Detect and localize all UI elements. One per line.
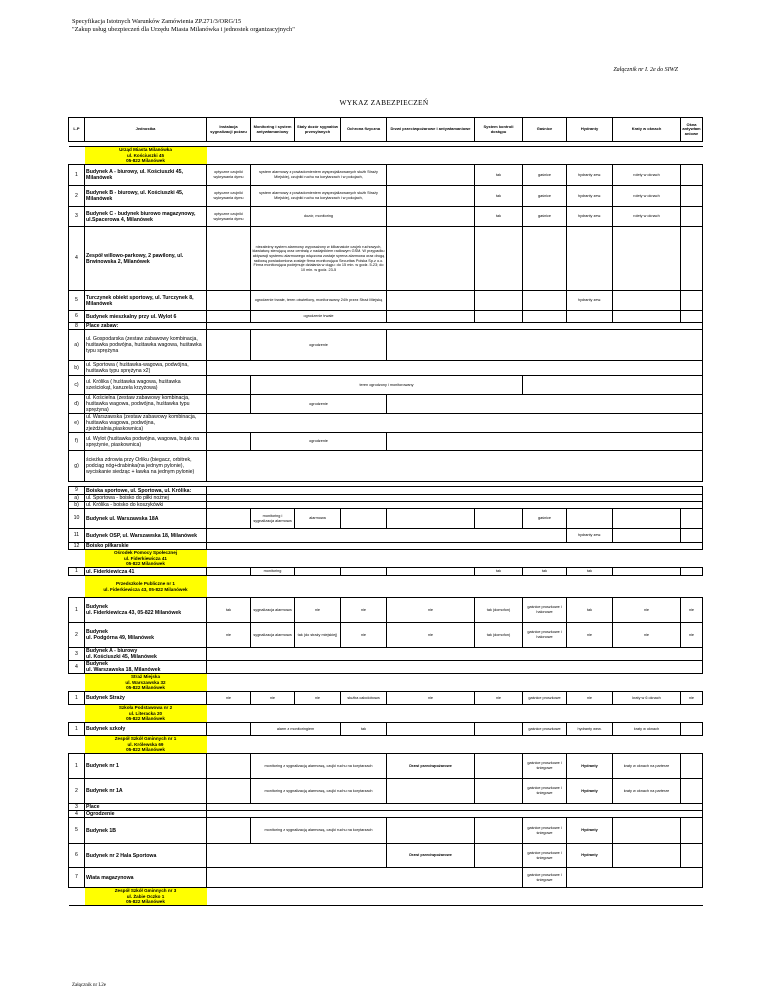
row-name: Budynek OSP, ul. Warszawska 18, Milanówek bbox=[85, 529, 207, 543]
cell-dozor: nie bbox=[295, 598, 341, 623]
row-lp: 2 bbox=[69, 779, 85, 804]
section-zsg1: Zespół Szkół Gminnych nr 1 ul. Królewska 69 05-822 Milanówek bbox=[85, 736, 207, 754]
row-name: Budynek nr 1 bbox=[85, 754, 207, 779]
cell-dozor: nie bbox=[295, 692, 341, 705]
row-lp: 4 bbox=[69, 227, 85, 291]
cell-kraty: kraty w oknach na parterze bbox=[613, 779, 681, 804]
row-name: Boiska sportowe, ul. Sportowa, ul. Królika: bbox=[85, 487, 207, 495]
row-name: Wiata magazynowa bbox=[85, 868, 207, 888]
section-header bbox=[69, 550, 703, 568]
document-header bbox=[72, 18, 295, 34]
row-name: Budynek nr 1A bbox=[85, 779, 207, 804]
cell-gasnice: gaśnice proszkowe i halonowe bbox=[523, 598, 567, 623]
table-row bbox=[69, 568, 703, 576]
row-lp: 3 bbox=[69, 648, 85, 661]
row-name: Budynek ul. Podgórna 49, Milanówek bbox=[85, 623, 207, 648]
cell-kontrola: tak (domofon) bbox=[475, 598, 523, 623]
cell-hydranty: Hydranty bbox=[567, 754, 613, 779]
row-name: ul. Warszawska (zestaw zabawowy kombinacja, huśtawka wagowa, podwójna, zjeżdżalnia,piaskownica) bbox=[85, 414, 207, 433]
cell-monitoring: monitoring bbox=[251, 568, 295, 576]
row-lp: 7 bbox=[69, 868, 85, 888]
cell-drzwi: Drzwi przeciwpożarowe bbox=[387, 754, 475, 779]
row-lp: b) bbox=[69, 361, 85, 376]
row-lp: g) bbox=[69, 451, 85, 482]
col-kontrola: System kontroli dostępu bbox=[475, 118, 523, 142]
table-row bbox=[69, 207, 703, 227]
cell-gasnice: gaśnice proszkowe i śniegowe bbox=[523, 868, 567, 888]
cell-hydranty: hydranty zew. bbox=[567, 207, 613, 227]
cell-monitoring: system alarmowy z powiadomieniem wyspecjalizowanych służb Straży Miejskiej, czujniki ruchu na korytarzach i w pokojach, bbox=[251, 165, 387, 186]
row-name: Budynek ul. Warszawska 18A bbox=[85, 509, 207, 529]
cell-kraty: kraty w 6 oknach bbox=[613, 692, 681, 705]
cell-gasnice: gaśnice proszkowe bbox=[523, 692, 567, 705]
cell-monitoring: sygnalizacja alarmowa bbox=[251, 623, 295, 648]
cell-kraty: rolety w oknach bbox=[613, 165, 681, 186]
cell-monitoring: teren ogrodzony i monitorowany bbox=[251, 376, 523, 395]
cell-monitoring: ogrodzenie trwałe bbox=[251, 311, 387, 323]
cell-instalacja: nie bbox=[207, 623, 251, 648]
cell-hydranty: tak bbox=[567, 598, 613, 623]
table-row bbox=[69, 804, 703, 811]
row-lp: f) bbox=[69, 433, 85, 451]
row-lp: d) bbox=[69, 395, 85, 414]
section-ops: Ośrodek Pomocy Społecznej ul. Fiderkiewicza 41 05-822 Milanówek bbox=[85, 550, 207, 568]
cell-kontrola: nie bbox=[475, 692, 523, 705]
table-row bbox=[69, 330, 703, 361]
row-lp: b) bbox=[69, 502, 85, 509]
row-name: Ogrodzenie bbox=[85, 811, 207, 818]
row-lp: 10 bbox=[69, 509, 85, 529]
table-row bbox=[69, 844, 703, 868]
col-ochrona: Ochrona fizyczna bbox=[341, 118, 387, 142]
table-row bbox=[69, 543, 703, 550]
table-row bbox=[69, 361, 703, 376]
section-sm: Straż Miejska ul. Warszawska 32 05-822 Milanówek bbox=[85, 674, 207, 692]
row-lp: 11 bbox=[69, 529, 85, 543]
cell-drzwi: Drzwi przeciwpożarowe bbox=[387, 844, 475, 868]
row-name: Budynek szkoły bbox=[85, 723, 207, 736]
row-lp: 1 bbox=[69, 723, 85, 736]
row-lp: 2 bbox=[69, 186, 85, 207]
table-row bbox=[69, 648, 703, 661]
table-row bbox=[69, 495, 703, 502]
table-row bbox=[69, 323, 703, 330]
table-row bbox=[69, 509, 703, 529]
row-name: Place bbox=[85, 804, 207, 811]
table-row bbox=[69, 414, 703, 433]
cell-instalacja: optyczne czujniki wykrywania dymu bbox=[207, 186, 251, 207]
cell-okna: nie bbox=[681, 598, 703, 623]
cell-ochrona: nie bbox=[341, 623, 387, 648]
table-row bbox=[69, 186, 703, 207]
table-row bbox=[69, 395, 703, 414]
cell-monitoring: ogrodzenie bbox=[251, 330, 387, 361]
row-name: ul. Królika ( huśtawka wagowa, huśtawka sześciokąt, karuzela krzyżowa) bbox=[85, 376, 207, 395]
cell-hydranty: nie bbox=[567, 623, 613, 648]
cell-monitoring: system alarmowy z powiadomieniem wyspecjalizowanych służb Straży Miejskiej, czujniki ruchu na korytarzach i w pokojach, bbox=[251, 186, 387, 207]
row-name: ul. Kościelna (zestaw zabawowy kombinacja, huśtawka wagowa, podwójna, huśtawka typu sprężyna) bbox=[85, 395, 207, 414]
table-row bbox=[69, 818, 703, 844]
row-name: Boisko piłkarskie bbox=[85, 543, 207, 550]
row-name: Budynek B - biurowy, ul. Kościuszki 45, Milanówek bbox=[85, 186, 207, 207]
row-lp: 6 bbox=[69, 844, 85, 868]
row-name: Budynek ul. Warszawska 18, Milanówek bbox=[85, 661, 207, 674]
cell-monitoring: alarm z monitoringiem bbox=[251, 723, 341, 736]
row-name: Budynek A - biurowy, ul. Kościuszki 45, Milanówek bbox=[85, 165, 207, 186]
cell-drzwi: nie bbox=[387, 598, 475, 623]
table-row bbox=[69, 311, 703, 323]
row-lp: 12 bbox=[69, 543, 85, 550]
section-header bbox=[69, 576, 703, 598]
security-table bbox=[68, 117, 703, 906]
row-lp: a) bbox=[69, 495, 85, 502]
section-header bbox=[69, 674, 703, 692]
row-lp: 3 bbox=[69, 207, 85, 227]
cell-gasnice: gaśnice bbox=[523, 509, 567, 529]
row-name: Budynek mieszkalny przy ul. Wylot 6 bbox=[85, 311, 207, 323]
row-name: ul. Gospodarska (zestaw zabawowy kombinacja, huśtawka podwójna, huśtawka wagowa, huśtawka typu sprężyna bbox=[85, 330, 207, 361]
attachment-label: Załącznik nr I. 2e do SIWZ bbox=[613, 67, 678, 73]
row-lp: 1 bbox=[69, 598, 85, 623]
cell-monitoring: monitoring i sygnalizacja alarmowa bbox=[251, 509, 295, 529]
cell-monitoring: monitoring z sygnalizacją alarmową, czujki ruchu na korytarzach bbox=[251, 779, 387, 804]
table-row bbox=[69, 661, 703, 674]
row-name: ul. Królika - boisko do koszykówki bbox=[85, 502, 207, 509]
cell-gasnice: gaśnice proszkowe i śniegowe bbox=[523, 844, 567, 868]
cell-hydranty: hydranty zew. bbox=[567, 186, 613, 207]
row-lp: 1 bbox=[69, 568, 85, 576]
cell-gasnice: tak bbox=[523, 568, 567, 576]
row-lp: 8 bbox=[69, 323, 85, 330]
row-name: Budynek A - biurowy ul. Kościuszki 45, Milanówek bbox=[85, 648, 207, 661]
cell-okna: nie bbox=[681, 692, 703, 705]
cell-monitoring: ogrodzenie bbox=[251, 395, 387, 414]
cell-gasnice: gaśnice proszkowe i śniegowe bbox=[523, 818, 567, 844]
table-row bbox=[69, 529, 703, 543]
table-header-row bbox=[69, 118, 703, 142]
row-name: ul. Wylot (huśtawka podwójna, wagowa, bujak na sprężynie, piaskownica) bbox=[85, 433, 207, 451]
section-header bbox=[69, 888, 703, 906]
page-footer: Załącznik nr I.2e bbox=[72, 983, 107, 988]
table-row bbox=[69, 502, 703, 509]
cell-gasnice: gaśnice bbox=[523, 186, 567, 207]
cell-kraty: nie bbox=[613, 598, 681, 623]
section-header bbox=[69, 147, 703, 165]
row-lp: e) bbox=[69, 414, 85, 433]
row-lp: 4 bbox=[69, 661, 85, 674]
cell-dozor: tak (do straży miejskiej) bbox=[295, 623, 341, 648]
cell-instalacja: optyczne czujniki wykrywania dymu bbox=[207, 207, 251, 227]
section-um: Urząd Miasta Milanówka ul. Kościuszki 45 05-822 Milanówek bbox=[85, 147, 207, 165]
cell-gasnice: gaśnice proszkowe bbox=[523, 723, 567, 736]
cell-ochrona: służba całodobowa bbox=[341, 692, 387, 705]
table-row bbox=[69, 623, 703, 648]
cell-gasnice: gaśnice proszkowe i śniegowe bbox=[523, 779, 567, 804]
cell-okna: nie bbox=[681, 623, 703, 648]
cell-kraty: nie bbox=[613, 623, 681, 648]
row-name: Budynek ul. Fiderkiewicza 43, 05-822 Milanówek bbox=[85, 598, 207, 623]
cell-hydranty: hydranty zew. bbox=[567, 529, 613, 543]
table-row bbox=[69, 598, 703, 623]
row-name: ul. Sportowa ( huśtawka-wagowa, podwójna, huśtawka typu sprężyna x2) bbox=[85, 361, 207, 376]
col-hydranty: Hydranty bbox=[567, 118, 613, 142]
table-row bbox=[69, 433, 703, 451]
row-lp: 1 bbox=[69, 692, 85, 705]
col-okna: Okna antywłamaniowe bbox=[681, 118, 703, 142]
cell-monitoring: monitoring z sygnalizacją alarmową, czujki ruchu na korytarzach bbox=[251, 818, 387, 844]
table-row bbox=[69, 692, 703, 705]
row-lp: a) bbox=[69, 330, 85, 361]
section-header bbox=[69, 736, 703, 754]
col-drzwi: Drzwi przeciwpożarowe i antywłamaniowe bbox=[387, 118, 475, 142]
row-lp: 4 bbox=[69, 811, 85, 818]
cell-monitoring: ogrodzenie bbox=[251, 433, 387, 451]
cell-hydranty: hydranty wew. bbox=[567, 723, 613, 736]
row-lp: 6 bbox=[69, 311, 85, 323]
cell-gasnice: gaśnice bbox=[523, 165, 567, 186]
cell-monitoring: nie bbox=[251, 692, 295, 705]
cell-drzwi: nie bbox=[387, 692, 475, 705]
col-dozor: Stały dozór sygnałów przesyłanych bbox=[295, 118, 341, 142]
cell-kontrola: tak bbox=[475, 568, 523, 576]
cell-kontrola: tak (domofon) bbox=[475, 623, 523, 648]
table-row bbox=[69, 723, 703, 736]
row-lp: 5 bbox=[69, 291, 85, 311]
col-jednostka: Jednostka bbox=[85, 118, 207, 142]
cell-drzwi: nie bbox=[387, 623, 475, 648]
table-row bbox=[69, 811, 703, 818]
row-lp: 3 bbox=[69, 804, 85, 811]
col-kraty: Kraty w oknach bbox=[613, 118, 681, 142]
row-lp: 5 bbox=[69, 818, 85, 844]
cell-hydranty: hydranty zew. bbox=[567, 165, 613, 186]
table-row bbox=[69, 227, 703, 291]
col-gasnice: Gaśnice bbox=[523, 118, 567, 142]
cell-kontrola: tak bbox=[475, 165, 523, 186]
section-sp2: Szkoła Podstawowa nr 2 ul. Literacka 20 05-822 Milanówek bbox=[85, 705, 207, 723]
table-row bbox=[69, 868, 703, 888]
cell-gasnice: gaśnice proszkowe i śniegowe bbox=[523, 754, 567, 779]
table-row bbox=[69, 291, 703, 311]
section-header bbox=[69, 705, 703, 723]
row-name: Budynek C - budynek biurowo magazynowy, ul.Spacerowa 4, Milanówek bbox=[85, 207, 207, 227]
cell-kraty: kraty w oknach bbox=[613, 723, 681, 736]
row-lp: 9 bbox=[69, 487, 85, 495]
row-name: ścieżka zdrowia przy Orliku (biegacz, orbitrek, podciąg nóg+drabinka(na jednym pylonie), wyciskanie siedząc + ławka na jednym pylonie) bbox=[85, 451, 207, 482]
col-instalacja: Instalacja sygnalizacji pożaru bbox=[207, 118, 251, 142]
cell-monitoring: niezależny system alarmowy wyposażony w kilkanaście czujek ruchowych, klawiaturę sterującą oraz centralę z nadajnikiem radiowym GSM. W przypadku aktywacji systemu alarmowego włączona zostaje syrena alarmowa oraz drogą radiową powiadomiona zostaje firma monitorująca Securitas Polska Sp.z o.o. Firma monitorująca podejmuje działania w ciągu: do 15 min. w godz. 5-23; do 10 min. w godz. 23-5 bbox=[251, 227, 387, 291]
row-lp: 1 bbox=[69, 165, 85, 186]
cell-kraty: kraty w oknach na parterze bbox=[613, 754, 681, 779]
header-line-1: Specyfikacja Istotnych Warunków Zamówienia ZP.271/3/ORG/15 bbox=[72, 18, 242, 25]
row-name: Budynek nr 2 Hala Sportowa bbox=[85, 844, 207, 868]
cell-dozor: alarmowa bbox=[295, 509, 341, 529]
table-row bbox=[69, 376, 703, 395]
cell-monitoring: ogrodzenie trwałe, teren oświetlony, monitorowany 24/h przez Straż Miejską bbox=[251, 291, 387, 311]
row-name: Turczynek obiekt sportowy, ul. Turczynek 8, Milanówek bbox=[85, 291, 207, 311]
cell-kraty: rolety w oknach bbox=[613, 207, 681, 227]
cell-kraty: rolety w oknach bbox=[613, 186, 681, 207]
cell-hydranty: tak bbox=[567, 568, 613, 576]
cell-hydranty: nie bbox=[567, 692, 613, 705]
header-line-2: "Zakup usług ubezpieczeń dla Urzędu Miasta Milanówka i jednostek organizacyjnych" bbox=[72, 26, 295, 33]
cell-instalacja: nie bbox=[207, 692, 251, 705]
section-pp1: Przedszkole Publiczne nr 1 ul. Fiderkiewicza 43, 05-822 Milanówek bbox=[85, 576, 207, 598]
cell-gasnice: gaśnice bbox=[523, 207, 567, 227]
cell-hydranty: Hydranty bbox=[567, 844, 613, 868]
cell-hydranty: Hydranty bbox=[567, 818, 613, 844]
row-name: Zespół willowo-parkowy, 2 pawilony, ul. Brwinowska 2, Milanówek bbox=[85, 227, 207, 291]
col-monitoring: Monitoring i system antywłamaniowy bbox=[251, 118, 295, 142]
cell-ochrona: tak bbox=[341, 723, 387, 736]
cell-instalacja: optyczne czujniki wykrywania dymu bbox=[207, 165, 251, 186]
cell-kontrola: tak bbox=[475, 186, 523, 207]
row-name: Budynek 1B bbox=[85, 818, 207, 844]
section-zsg3: Zespół Szkół Gminnych nr 3 ul. Żabie Oczko 1 05-822 Milanówek bbox=[85, 888, 207, 906]
cell-gasnice: gaśnice proszkowe i halonowe bbox=[523, 623, 567, 648]
table-row bbox=[69, 754, 703, 779]
table-row bbox=[69, 451, 703, 482]
row-name: Budynek Straży bbox=[85, 692, 207, 705]
cell-hydranty: hydranty zew. bbox=[567, 291, 613, 311]
table-row bbox=[69, 779, 703, 804]
cell-ochrona: nie bbox=[341, 598, 387, 623]
row-lp: c) bbox=[69, 376, 85, 395]
row-name: ul. Sportowa - boisko do piłki nożnej bbox=[85, 495, 207, 502]
col-lp: L.P bbox=[69, 118, 85, 142]
row-name: ul. Fiderkiewicza 41 bbox=[85, 568, 207, 576]
row-lp: 2 bbox=[69, 623, 85, 648]
row-name: Place zabaw: bbox=[85, 323, 207, 330]
row-lp: 1 bbox=[69, 754, 85, 779]
cell-kontrola: tak bbox=[475, 207, 523, 227]
cell-monitoring: dozór, monitoring bbox=[251, 207, 387, 227]
cell-monitoring: sygnalizacja alarmowa bbox=[251, 598, 295, 623]
cell-instalacja: tak bbox=[207, 598, 251, 623]
table-row bbox=[69, 165, 703, 186]
table-row bbox=[69, 487, 703, 495]
cell-hydranty: Hydranty bbox=[567, 779, 613, 804]
page-title: WYKAZ ZABEZPIECZEŃ bbox=[339, 98, 429, 107]
cell-monitoring: monitoring z sygnalizacją alarmową, czujki ruchu na korytarzach bbox=[251, 754, 387, 779]
